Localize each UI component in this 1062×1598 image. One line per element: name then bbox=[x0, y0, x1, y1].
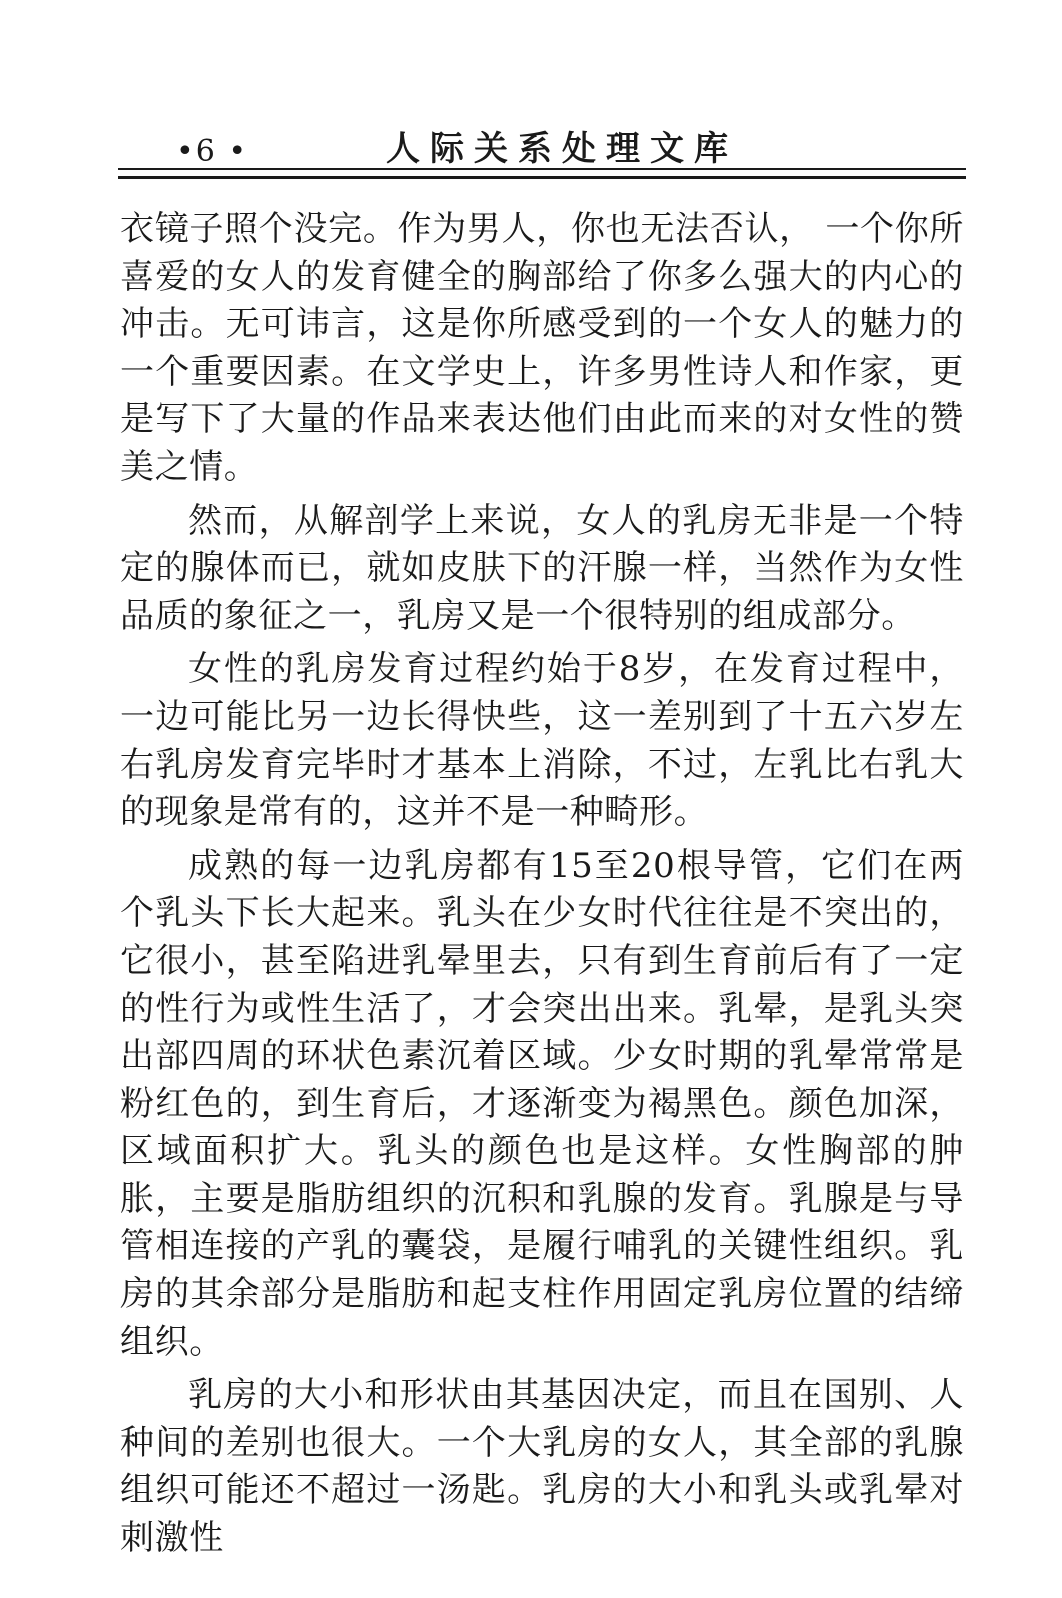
header-rule-thin bbox=[118, 168, 966, 170]
paragraph-3: 女性的乳房发育过程约始于8岁，在发育过程中， 一边可能比另一边长得快些，这一差别到了十五六岁左右乳房发育完毕时才基本上消除，不过，左乳比右乳大的现象是常有的，这并不是一种畸形。 bbox=[120, 649, 964, 833]
running-header bbox=[118, 128, 966, 182]
page-number: •6 • bbox=[176, 134, 249, 169]
paragraph-4: 成熟的每一边乳房都有15至20根导管，它们在两个乳头下长大起来。乳头在少女时代往往是不突出的，它很小，甚至陷进乳晕里去，只有到生育前后有了一定的性行为或性生活了，才会突出出来。乳晕，是乳头突出部四周的环状色素沉着区域。少女时期的乳晕常常是粉红色的，到生育后，才逐渐变为褐黑色。颜色加深，区域面积扩大。乳头的颜色也是这样。女性胸部的肿胀，主要是脂肪组织的沉积和乳腺的发育。乳腺是与导管相连接的产乳的囊袋，是履行哺乳的关键性组织。乳房的其余部分是脂肪和起支柱作用固定乳房位置的结缔组织。 bbox=[120, 845, 964, 1362]
header-rule-thick bbox=[118, 176, 966, 179]
paragraph-2: 然而，从解剖学上来说，女人的乳房无非是一个特定的腺体而已，就如皮肤下的汗腺一样，当然作为女性品质的象征之一，乳房又是一个很特别的组成部分。 bbox=[120, 500, 964, 636]
book-title: 人际关系处理文库 bbox=[386, 129, 738, 169]
body-text bbox=[120, 206, 964, 1569]
paragraph-1: 衣镜子照个没完。作为男人，你也无法否认， 一个你所喜爱的女人的发育健全的胸部给了你多么强大的内心的冲击。无可讳言，这是你所感受到的一个女人的魅力的一个重要因素。在文学史上，许多男性诗人和作家，更是写下了大量的作品来表达他们由此而来的对女性的赞美之情。 bbox=[120, 209, 964, 487]
paragraph-5: 乳房的大小和形状由其基因决定，而且在国别、人种间的差别也很大。一个大乳房的女人，其全部的乳腺组织可能还不超过一汤匙。乳房的大小和乳头或乳晕对刺激性 bbox=[120, 1375, 964, 1559]
